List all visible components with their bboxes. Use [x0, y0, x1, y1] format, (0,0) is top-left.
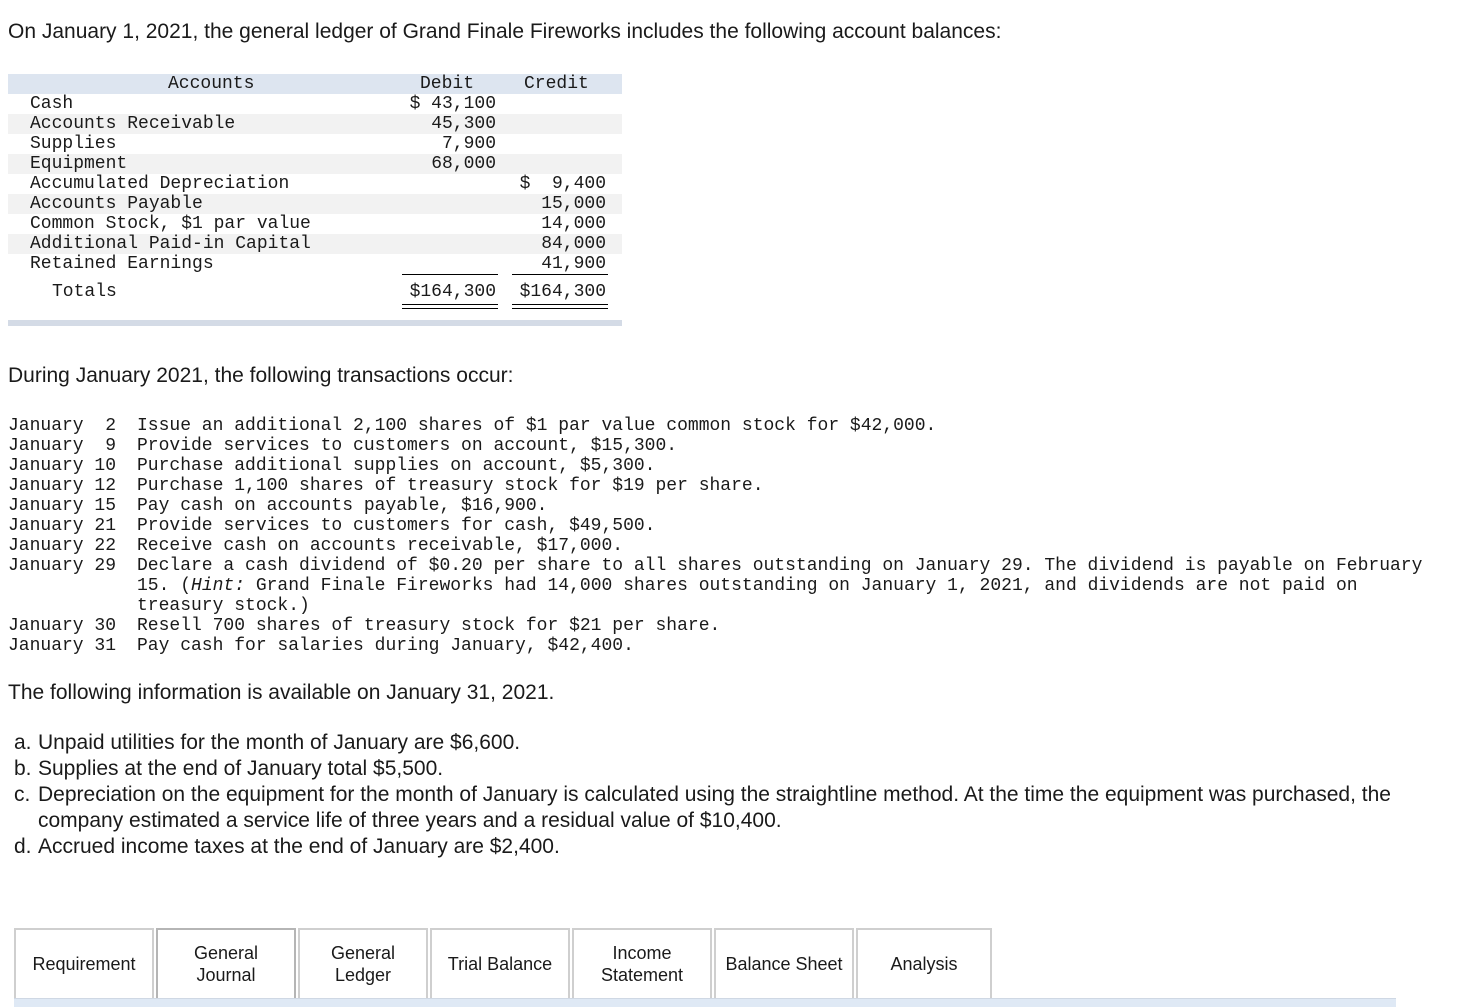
transaction-description: Issue an additional 2,100 shares of $1 par value common stock for $42,000.	[137, 416, 937, 436]
tab-label: Income Statement	[600, 943, 684, 985]
transaction-date: January 30	[8, 616, 117, 636]
totals-debit: $164,300	[409, 282, 496, 302]
transaction-date: January 9	[8, 436, 117, 456]
credit-double-rule-2	[512, 308, 608, 309]
tab-label: General Ledger	[330, 943, 396, 985]
ledger-account: Equipment	[30, 154, 128, 174]
ledger-rows	[8, 94, 622, 274]
ledger-debit: 7,900	[441, 134, 496, 154]
transaction-text	[137, 616, 1448, 636]
ledger-credit: 41,900	[541, 254, 606, 274]
ledger-table	[8, 74, 622, 326]
info-text: Unpaid utilities for the month of January are $6,600.	[38, 731, 521, 754]
ledger-account: Supplies	[30, 134, 117, 154]
transaction-description: Pay cash for salaries during January, $42,400.	[137, 636, 634, 656]
ledger-row	[8, 214, 622, 234]
ledger-account: Accounts Payable	[30, 194, 203, 214]
tab-analysis[interactable]	[856, 928, 992, 1000]
ledger-credit: 84,000	[541, 234, 606, 254]
ledger-credit: 15,000	[541, 194, 606, 214]
ledger-account: Cash	[30, 94, 74, 114]
transaction-date: January 15	[8, 496, 117, 516]
transaction-date: January 10	[8, 456, 117, 476]
totals-credit: $164,300	[519, 282, 606, 302]
transaction-date: January 2	[8, 416, 117, 436]
transaction-date: January 12	[8, 476, 117, 496]
debit-total-top-rule	[402, 274, 498, 275]
transaction-description: Declare a cash dividend of $0.20 per share to all shares outstanding on January 29. The dividend is payable on February 15. (	[137, 556, 1423, 596]
transaction-item	[8, 476, 1448, 496]
totals-label: Totals	[52, 282, 117, 302]
info-letter: b.	[14, 757, 32, 780]
info-text: Accrued income taxes at the end of January are $2,400.	[38, 835, 560, 858]
transaction-description: Resell 700 shares of treasury stock for $21 per share.	[137, 616, 721, 636]
tab-trial-balance[interactable]	[430, 928, 570, 1000]
ledger-row	[8, 174, 622, 194]
ledger-account: Accumulated Depreciation	[30, 174, 290, 194]
transaction-text	[137, 496, 1448, 516]
transaction-text	[137, 536, 1448, 556]
transaction-description: Purchase 1,100 shares of treasury stock for $19 per share.	[137, 476, 764, 496]
transaction-item	[8, 456, 1448, 476]
ledger-debit: $ 43,100	[409, 94, 496, 114]
tab-label: General Journal	[193, 943, 259, 985]
info-letter: c.	[14, 783, 31, 806]
problem-intro: On January 1, 2021, the general ledger of Grand Finale Fireworks includes the following account balances:	[8, 20, 1002, 43]
transaction-description: Provide services to customers for cash, $49,500.	[137, 516, 656, 536]
ledger-totals-row	[8, 280, 622, 304]
transaction-item	[8, 636, 1448, 656]
credit-total-top-rule	[512, 274, 608, 275]
info-list	[14, 730, 1434, 860]
ledger-row	[8, 94, 622, 114]
tab-general-journal[interactable]	[156, 928, 296, 1000]
info-item	[14, 782, 1434, 834]
info-letter: a.	[14, 731, 32, 754]
tab-income-statement[interactable]	[572, 928, 712, 1000]
ledger-debit: 68,000	[431, 154, 496, 174]
transaction-text	[137, 436, 1448, 456]
ledger-row	[8, 154, 622, 174]
transaction-date: January 29	[8, 556, 117, 576]
ledger-debit: 45,300	[431, 114, 496, 134]
ledger-row	[8, 234, 622, 254]
tab-label: Balance Sheet	[725, 954, 843, 974]
transaction-text	[137, 456, 1448, 476]
transaction-description: Purchase additional supplies on account, $5,300.	[137, 456, 656, 476]
transaction-text	[137, 636, 1448, 656]
ledger-footer-bar	[8, 320, 622, 326]
tab-label: Analysis	[890, 954, 958, 974]
ledger-row	[8, 114, 622, 134]
ledger-credit: $ 9,400	[519, 174, 606, 194]
info-letter: d.	[14, 835, 32, 858]
tab-general-ledger[interactable]	[298, 928, 428, 1000]
transaction-item	[8, 556, 1448, 616]
transaction-description: Provide services to customers on account, $15,300.	[137, 436, 678, 456]
header-credit: Credit	[524, 74, 589, 94]
ledger-account: Retained Earnings	[30, 254, 214, 274]
transaction-date: January 22	[8, 536, 117, 556]
ledger-credit: 14,000	[541, 214, 606, 234]
transactions-list	[8, 416, 1448, 656]
ledger-account: Common Stock, $1 par value	[30, 214, 311, 234]
transaction-text	[137, 516, 1448, 536]
ledger-account: Accounts Receivable	[30, 114, 236, 134]
ledger-row	[8, 254, 622, 274]
transaction-item	[8, 536, 1448, 556]
tab-balance-sheet[interactable]	[714, 928, 854, 1000]
transaction-item	[8, 616, 1448, 636]
tab-bar	[14, 928, 994, 1000]
debit-double-rule-2	[402, 308, 498, 309]
transaction-item	[8, 516, 1448, 536]
debit-double-rule-1	[402, 304, 498, 305]
hint-text: Grand Finale Fireworks had 14,000 shares outstanding on January 1, 2021, and dividends are not paid on treasury stock.)	[137, 576, 1358, 616]
ledger-header-row	[8, 74, 622, 94]
info-text: Supplies at the end of January total $5,500.	[38, 757, 444, 780]
ledger-row	[8, 194, 622, 214]
transaction-date: January 21	[8, 516, 117, 536]
ledger-row	[8, 134, 622, 154]
transactions-title: During January 2021, the following transactions occur:	[8, 364, 514, 387]
tab-label: Trial Balance	[447, 954, 553, 974]
transaction-text	[137, 476, 1448, 496]
tab-requirement[interactable]	[14, 928, 154, 1000]
info-item	[14, 730, 1434, 756]
credit-double-rule-1	[512, 304, 608, 305]
info-item	[14, 834, 1434, 860]
transaction-date: January 31	[8, 636, 117, 656]
transaction-item	[8, 436, 1448, 456]
info-text: Depreciation on the equipment for the month of January is calculated using the straightline method. At the time the equipment was purchased, the company estimated a service life of three years and a residual value of $10,400.	[38, 783, 1391, 832]
info-title: The following information is available on January 31, 2021.	[8, 681, 555, 704]
header-debit: Debit	[420, 74, 475, 94]
info-item	[14, 756, 1434, 782]
header-accounts: Accounts	[168, 74, 255, 94]
transaction-description: Receive cash on accounts receivable, $17,000.	[137, 536, 624, 556]
transaction-item	[8, 416, 1448, 436]
ledger-account: Additional Paid-in Capital	[30, 234, 311, 254]
transaction-description: Pay cash on accounts payable, $16,900.	[137, 496, 548, 516]
transaction-text	[137, 556, 1448, 616]
hint-label: Hint:	[191, 576, 246, 596]
transaction-item	[8, 496, 1448, 516]
transaction-text	[137, 416, 1448, 436]
tab-label: Requirement	[32, 954, 136, 974]
